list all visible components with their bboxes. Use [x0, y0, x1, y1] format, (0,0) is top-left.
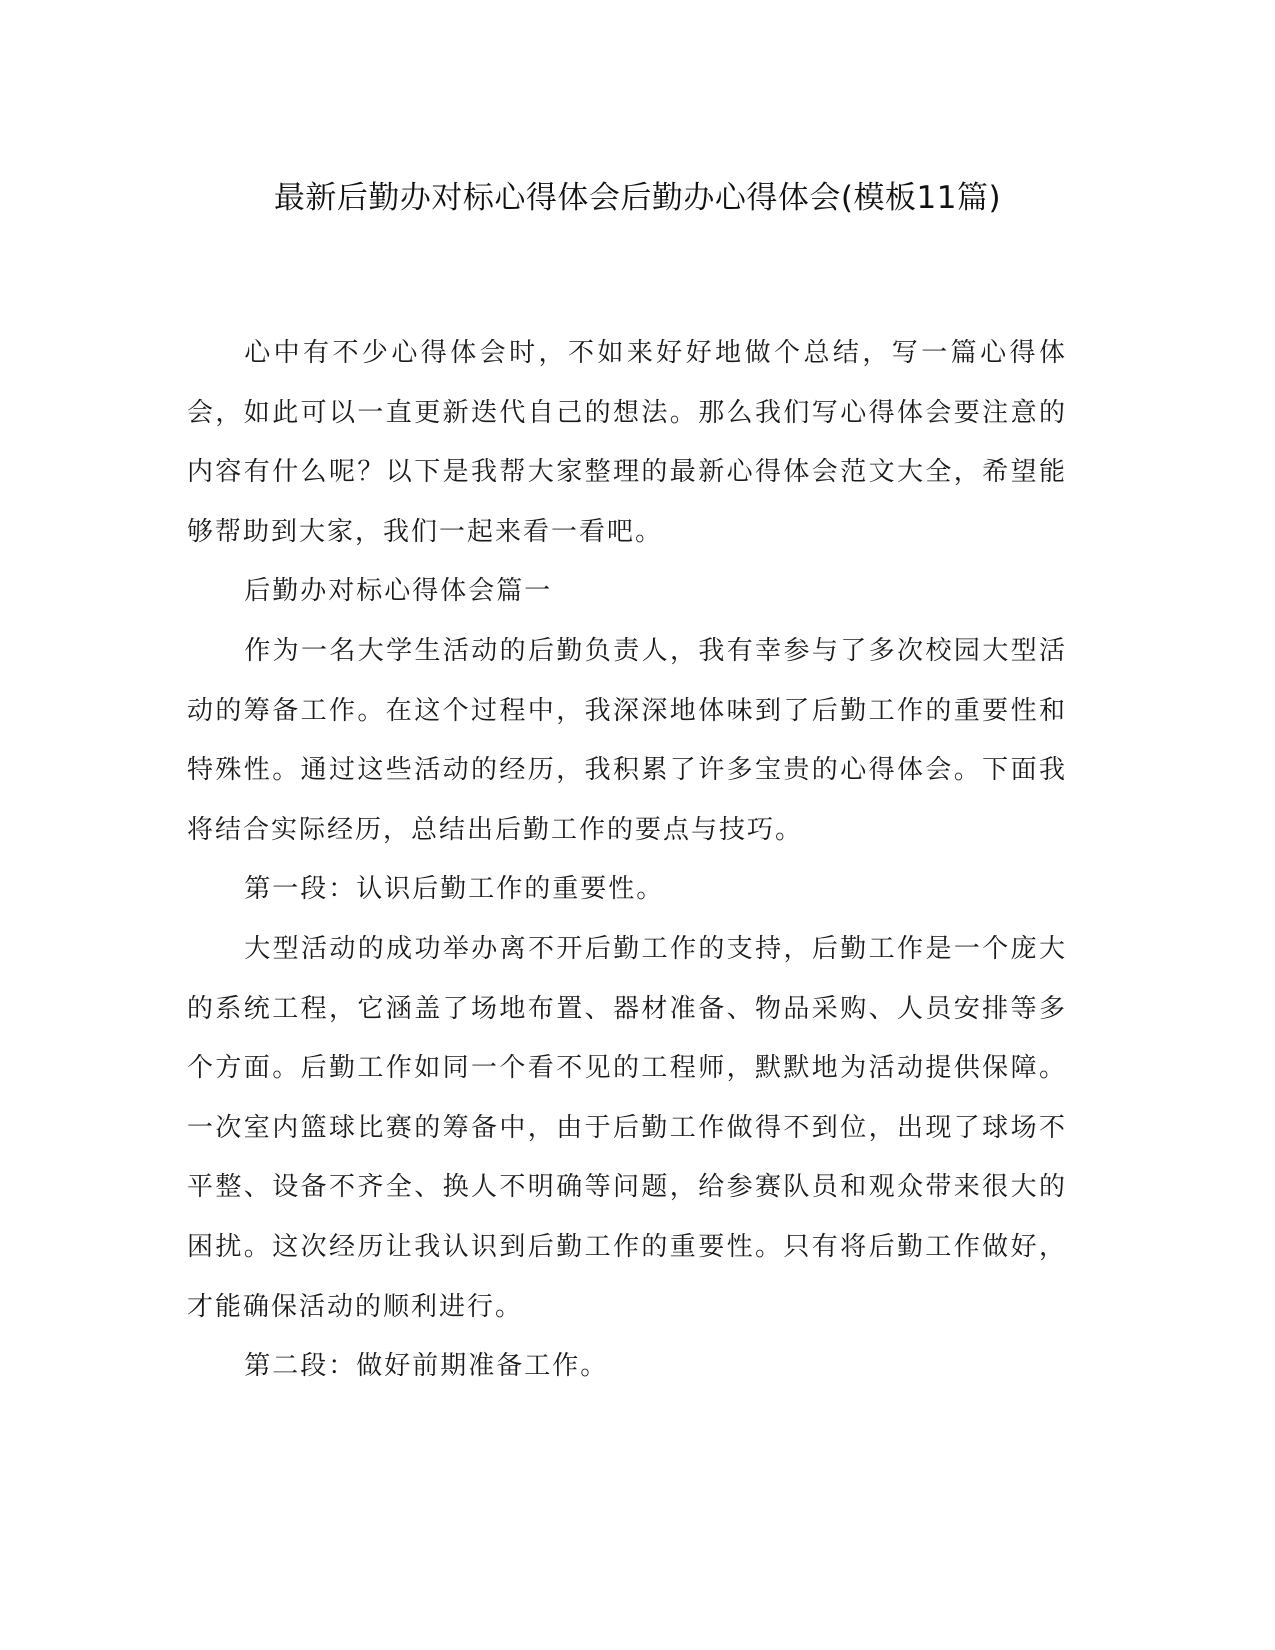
body-paragraph: 作为一名大学生活动的后勤负责人，我有幸参与了多次校园大型活动的筹备工作。在这个过程中，我深深地体味到了后勤工作的重要性和特殊性。通过这些活动的经历，我积累了许多宝贵的心得体会。下面我将结合实际经历，总结出后勤工作的要点与技巧。	[187, 635, 1067, 845]
section-heading-first-segment: 第一段：认识后勤工作的重要性。	[244, 874, 665, 905]
section-heading-part-one: 后勤办对标心得体会篇一	[244, 576, 553, 607]
document-body	[187, 324, 1067, 1397]
section-heading-second-segment: 第二段：做好前期准备工作。	[244, 1351, 609, 1382]
intro-paragraph: 心中有不少心得体会时，不如来好好地做个总结，写一篇心得体会，如此可以一直更新迭代自己的想法。那么我们写心得体会要注意的内容有什么呢？以下是我帮大家整理的最新心得体会范文大全，希望能够帮助到大家，我们一起来看一看吧。	[187, 338, 1067, 547]
document-title: 最新后勤办对标心得体会后勤办心得体会(模板11篇)	[273, 180, 1002, 216]
body-paragraph: 大型活动的成功举办离不开后勤工作的支持，后勤工作是一个庞大的系统工程，它涵盖了场地布置、器材准备、物品采购、人员安排等多个方面。后勤工作如同一个看不见的工程师，默默地为活动提供保障。一次室内篮球比赛的筹备中，由于后勤工作做得不到位，出现了球场不平整、设备不齐全、换人不明确等问题，给参赛队员和观众带来很大的困扰。这次经历让我认识到后勤工作的重要性。只有将后勤工作做好，才能确保活动的顺利进行。	[187, 933, 1067, 1322]
